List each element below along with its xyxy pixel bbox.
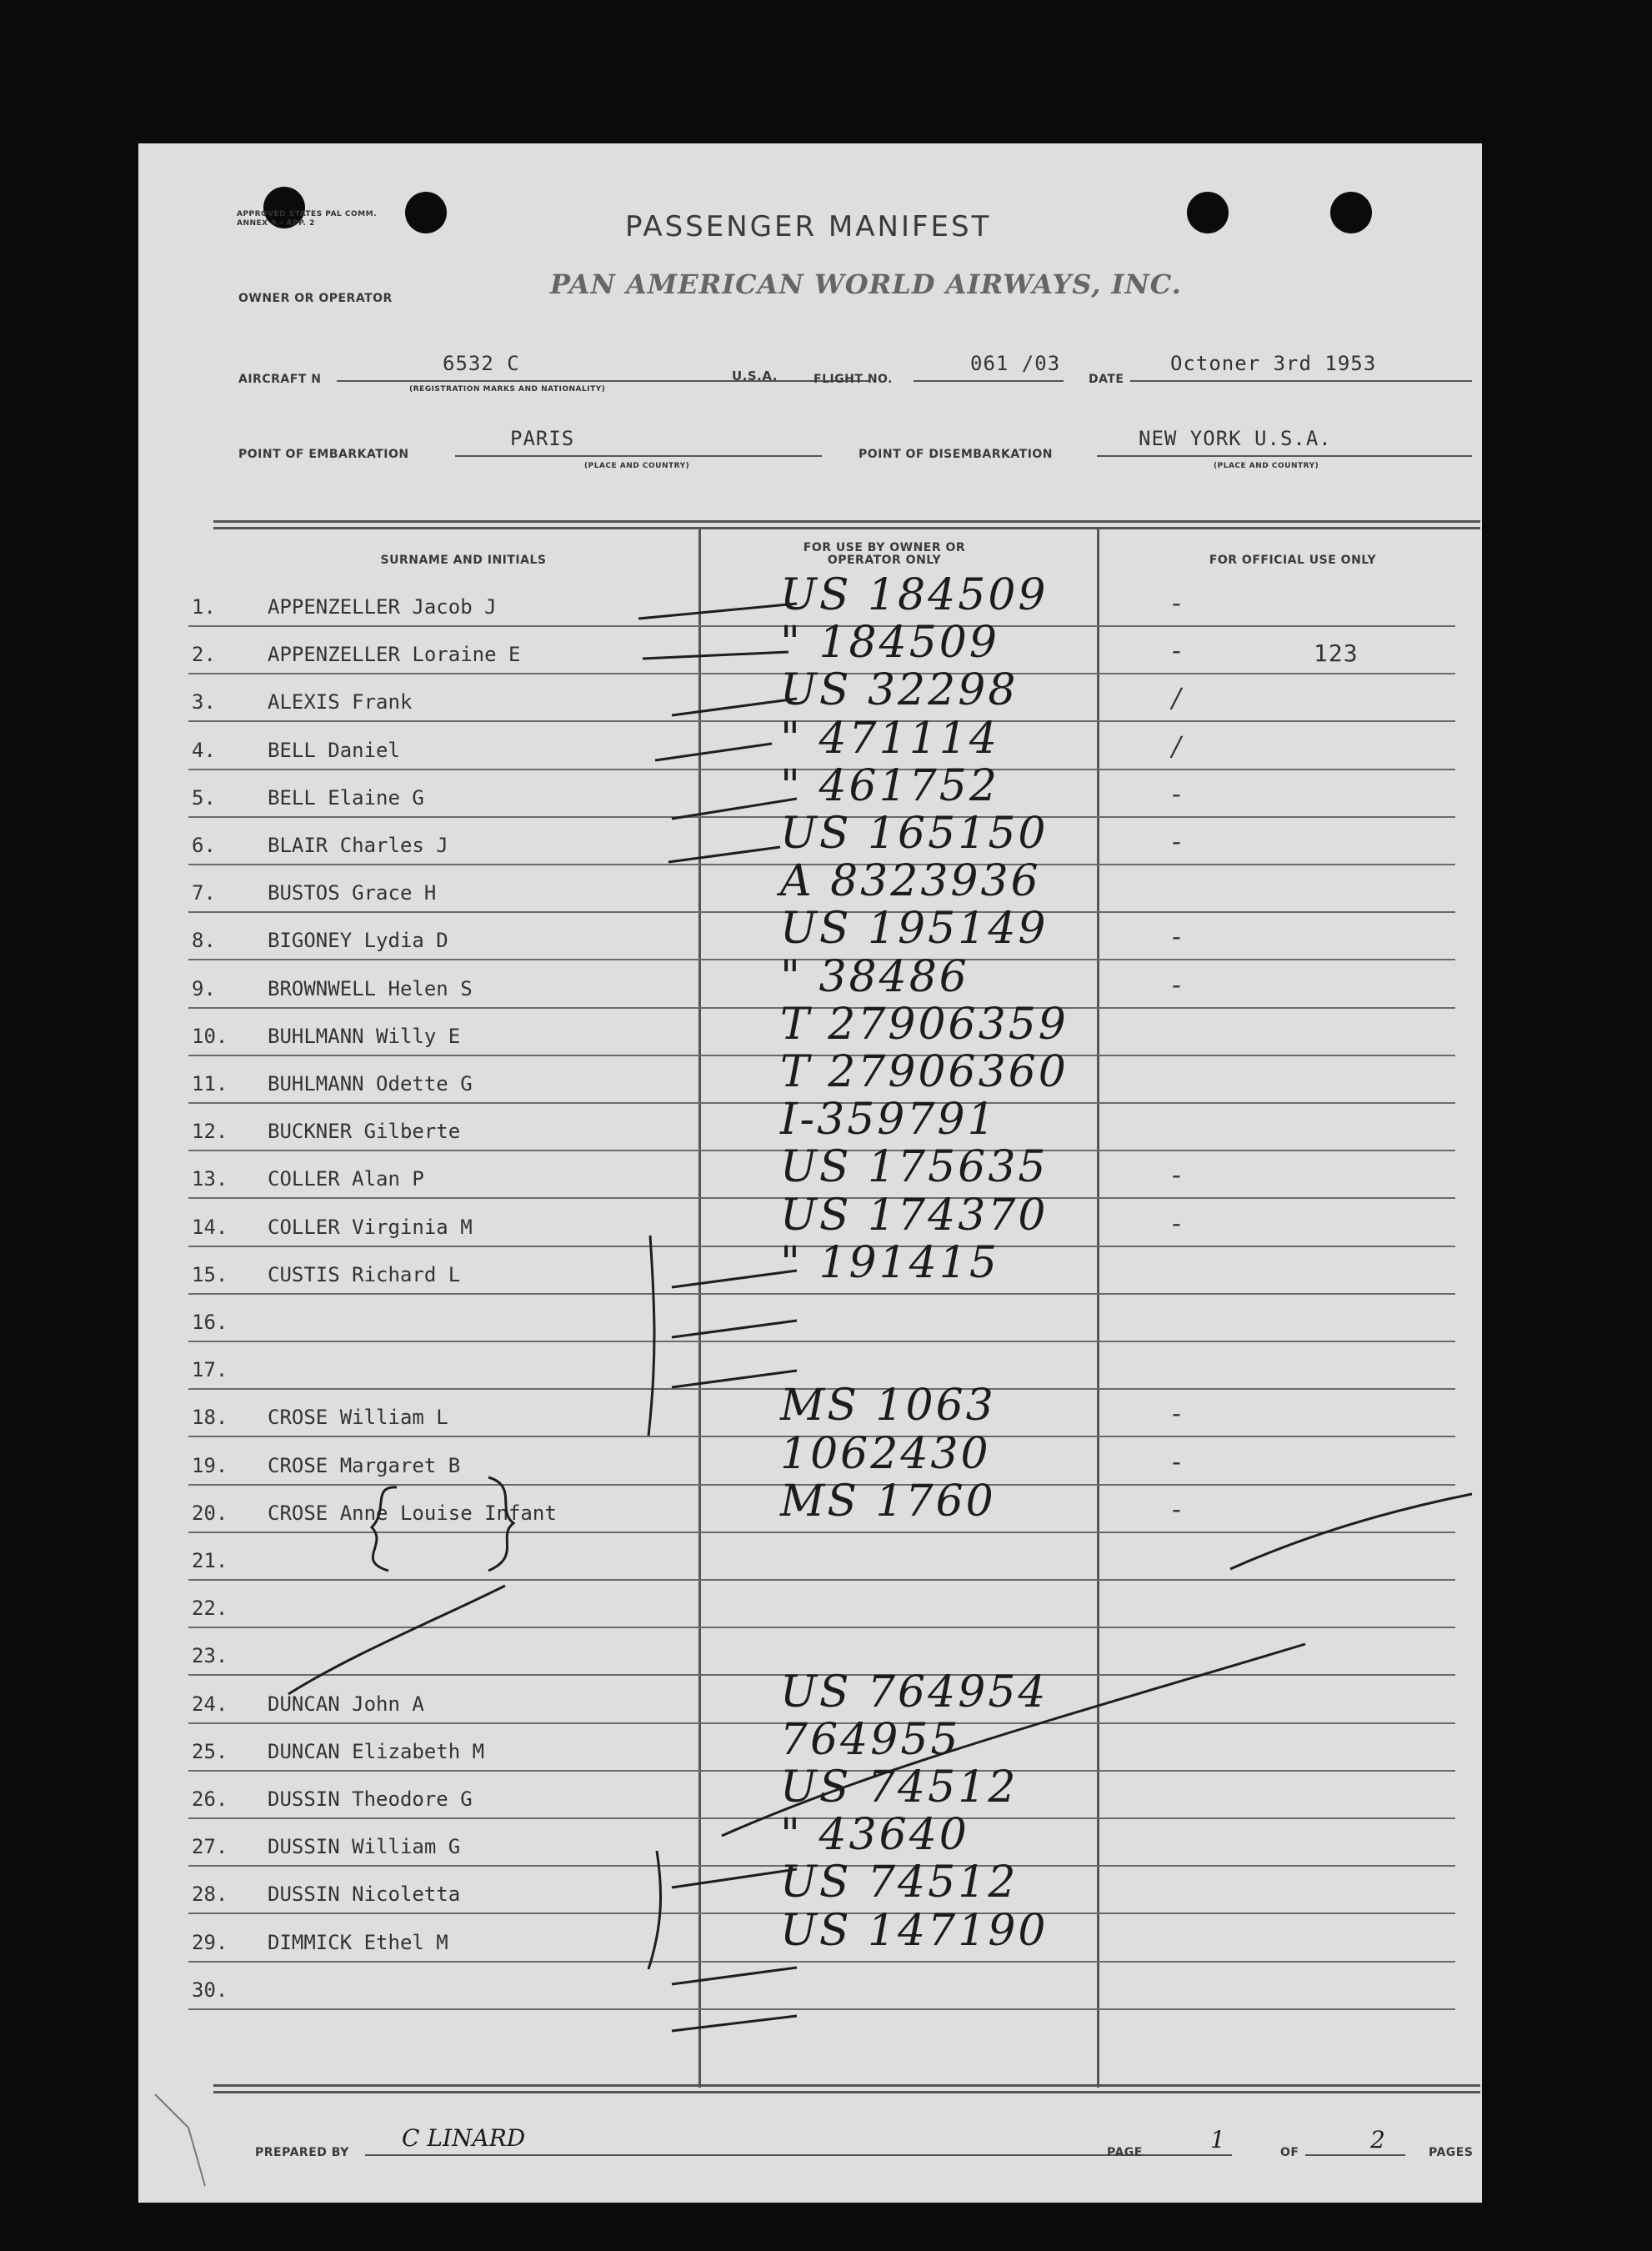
page-number: 1 [1210,2126,1225,2153]
row-number: 14. [192,1216,228,1239]
row-number: 27. [192,1835,228,1858]
row-number: 8. [192,929,216,952]
page-title: PASSENGER MANIFEST [625,210,992,243]
pages-label: PAGES [1429,2146,1474,2159]
passenger-name: CROSE Margaret B [268,1454,461,1477]
document-number: T 27906359 [780,1000,1069,1050]
row-number: 7. [192,881,216,905]
row-number: 25. [192,1740,228,1763]
official-check-mark: - [1172,778,1181,810]
official-check-mark: - [1172,969,1181,1000]
official-code: 123 [1314,639,1359,667]
passenger-name: BUHLMANN Odette G [268,1072,473,1095]
row-number: 15. [192,1263,228,1286]
row-number: 17. [192,1358,228,1381]
row-number: 2. [192,643,216,666]
of-label: OF [1280,2146,1299,2159]
official-check-mark: / [1172,730,1181,762]
airline-name: PAN AMERICAN WORLD AIRWAYS, INC. [550,268,1182,300]
row-number: 4. [192,739,216,762]
row-number: 24. [192,1692,228,1716]
official-check-mark: - [1172,1207,1181,1239]
official-check-mark: - [1172,1446,1181,1477]
passenger-name: ALEXIS Frank [268,690,413,714]
row-number: 26. [192,1787,228,1811]
owner-column-header: FOR USE BY OWNER OR OPERATOR ONLY [803,541,966,567]
date-label: DATE [1089,373,1124,386]
passenger-name: BUCKNER Gilberte [268,1120,461,1143]
passenger-name: BELL Elaine G [268,786,424,810]
document-number: " 184509 [780,618,999,668]
row-number: 3. [192,690,216,714]
passenger-name: BROWNWELL Helen S [268,977,473,1000]
document-number: I-359791 [780,1095,998,1145]
document-number: MS 1760 [780,1476,996,1527]
passenger-name: BLAIR Charles J [268,834,448,857]
disembark-value: NEW YORK U.S.A. [1139,427,1332,450]
document-number: US 195149 [780,904,1049,954]
row-number: 9. [192,977,216,1000]
passenger-name: BUSTOS Grace H [268,881,437,905]
document-number: US 74512 [780,1762,1019,1812]
row-number: 29. [192,1931,228,1954]
disembark-label: POINT OF DISEMBARKATION [859,448,1054,461]
passenger-name: DIMMICK Ethel M [268,1931,448,1954]
embark-label: POINT OF EMBARKATION [238,448,409,461]
place-note: (PLACE AND COUNTRY) [584,462,690,470]
surname-column-header: SURNAME AND INITIALS [380,554,547,567]
passenger-name: DUNCAN Elizabeth M [268,1740,485,1763]
official-check-mark: / [1172,682,1181,714]
manifest-sheet [138,143,1482,2203]
aircraft-value: 6532 C [443,352,520,375]
row-number: 23. [192,1644,228,1667]
place-note: (PLACE AND COUNTRY) [1214,462,1319,470]
passenger-name: CROSE Anne Louise Infant [268,1502,557,1525]
registration-note: (REGISTRATION MARKS AND NATIONALITY) [409,385,606,394]
embark-value: PARIS [510,427,575,450]
document-number: US 764954 [780,1667,1049,1717]
row-number: 13. [192,1167,228,1191]
official-check-mark: - [1172,825,1181,857]
official-column-header: FOR OFFICIAL USE ONLY [1209,554,1377,567]
row-number: 16. [192,1311,228,1334]
row-number: 21. [192,1549,228,1572]
document-number: " 191415 [780,1238,999,1288]
prepared-by-label: PREPARED BY [255,2146,349,2159]
document-number: US 184509 [780,570,1049,620]
official-check-mark: - [1172,1397,1181,1429]
row-number: 12. [192,1120,228,1143]
official-check-mark: - [1172,1159,1181,1191]
passenger-name: DUSSIN William G [268,1835,461,1858]
official-check-mark: - [1172,587,1181,619]
row-number: 19. [192,1454,228,1477]
document-number: " 38486 [780,952,969,1002]
prepared-by-signature: C LINARD [402,2124,526,2152]
official-check-mark: - [1172,920,1181,952]
passenger-name: COLLER Virginia M [268,1216,473,1239]
date-value: Octoner 3rd 1953 [1170,352,1377,375]
official-check-mark: - [1172,1493,1181,1525]
row-number: 5. [192,786,216,810]
passenger-name: DUSSIN Theodore G [268,1787,473,1811]
passenger-name: BIGONEY Lydia D [268,929,448,952]
row-number: 11. [192,1072,228,1095]
document-number: 1062430 [780,1429,991,1479]
nationality: U.S.A. [732,368,778,384]
passenger-name: APPENZELLER Jacob J [268,595,497,619]
document-number: US 147190 [780,1906,1049,1956]
document-number: US 32298 [780,665,1019,715]
row-number: 22. [192,1597,228,1620]
approval-stamp: APPROVED STATES PAL COMM. ANNEX 9 - APP. 2 [237,210,377,228]
passenger-name: CROSE William L [268,1406,448,1429]
handwriting-strokes [138,143,1482,2203]
page-total: 2 [1370,2126,1385,2153]
row-number: 20. [192,1502,228,1525]
document-number: " 471114 [780,714,999,764]
row-number: 18. [192,1406,228,1429]
passenger-name: DUNCAN John A [268,1692,424,1716]
document-number: " 461752 [780,761,999,811]
document-number: US 165150 [780,809,1049,859]
passenger-name: APPENZELLER Loraine E [268,643,521,666]
aircraft-label: AIRCRAFT N [238,373,322,386]
document-number: US 74512 [780,1857,1019,1908]
flight-label: FLIGHT NO. [813,373,893,386]
row-number: 28. [192,1883,228,1906]
document-number: 764955 [780,1715,961,1765]
row-number: 1. [192,595,216,619]
passenger-name: CUSTIS Richard L [268,1263,461,1286]
document-number: A 8323936 [780,856,1041,906]
document-number: US 175635 [780,1142,1049,1192]
page-label: PAGE [1107,2146,1143,2159]
official-check-mark: - [1172,634,1181,666]
passenger-name: COLLER Alan P [268,1167,424,1191]
row-number: 30. [192,1978,228,2002]
owner-label: OWNER OR OPERATOR [238,292,393,305]
document-number: T 27906360 [780,1047,1069,1097]
row-number: 10. [192,1025,228,1048]
document-number: MS 1063 [780,1381,996,1431]
document-number: US 174370 [780,1191,1049,1241]
passenger-name: BUHLMANN Willy E [268,1025,461,1048]
passenger-name: DUSSIN Nicoletta [268,1883,461,1906]
document-number: " 43640 [780,1810,969,1860]
flight-value: 061 /03 [970,352,1061,375]
passenger-name: BELL Daniel [268,739,400,762]
row-number: 6. [192,834,216,857]
